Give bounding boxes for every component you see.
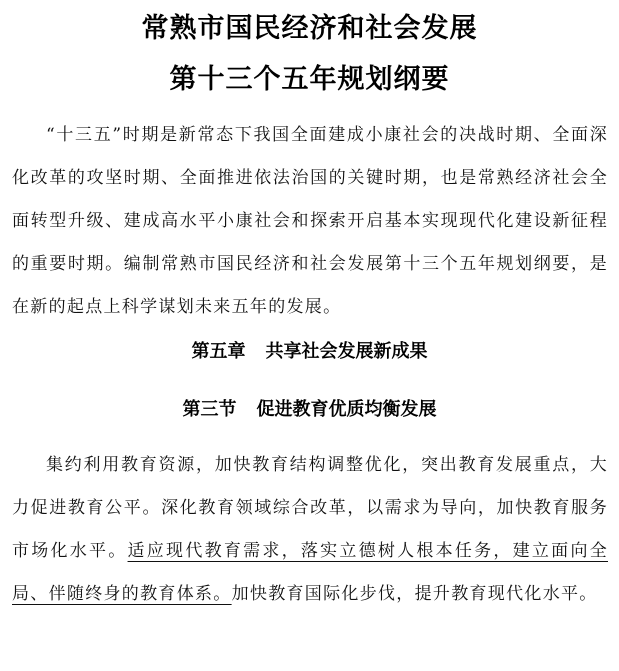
chapter-number: 第五章: [191, 341, 246, 362]
body-text-start: 集约利用教育资源，加快教育结构调整优化，突出教育发展重点，大力促进教育公平。深化教育领域综合改革，以需求为导向，加快教育服务市场化水平。: [12, 455, 608, 561]
body-text-end: 加快教育国际化步伐，提升教育现代化水平。: [231, 584, 598, 604]
document-title-line2: 第十三个五年规划纲要: [169, 64, 450, 95]
document-title-line1: 常熟市国民经济和社会发展: [141, 13, 478, 44]
chapter-title: 共享社会发展新成果: [265, 341, 428, 362]
section-body-paragraph: [12, 444, 608, 616]
section-number: 第三节: [182, 399, 237, 420]
intro-paragraph: “十三五”时期是新常态下我国全面建成小康社会的决战时期、全面深化改革的攻坚时期、全面推进依法治国的关键时期，也是常熟经济社会全面转型升级、建成高水平小康社会和探索开启基本实现现代化建设新征程的重要时期。编制常熟市国民经济和社会发展第十三个五年规划纲要，是在新的起点上科学谋划未来五年的发展。: [12, 125, 608, 317]
chapter-heading: [0, 337, 619, 367]
section-title: 促进教育优质均衡发展: [256, 399, 437, 420]
underlined-highlight-text: 适应现代教育需求，落实立德树人根本任务，建立面向全局、伴随终身的教育体系。: [12, 541, 608, 604]
section-heading: [0, 395, 619, 425]
